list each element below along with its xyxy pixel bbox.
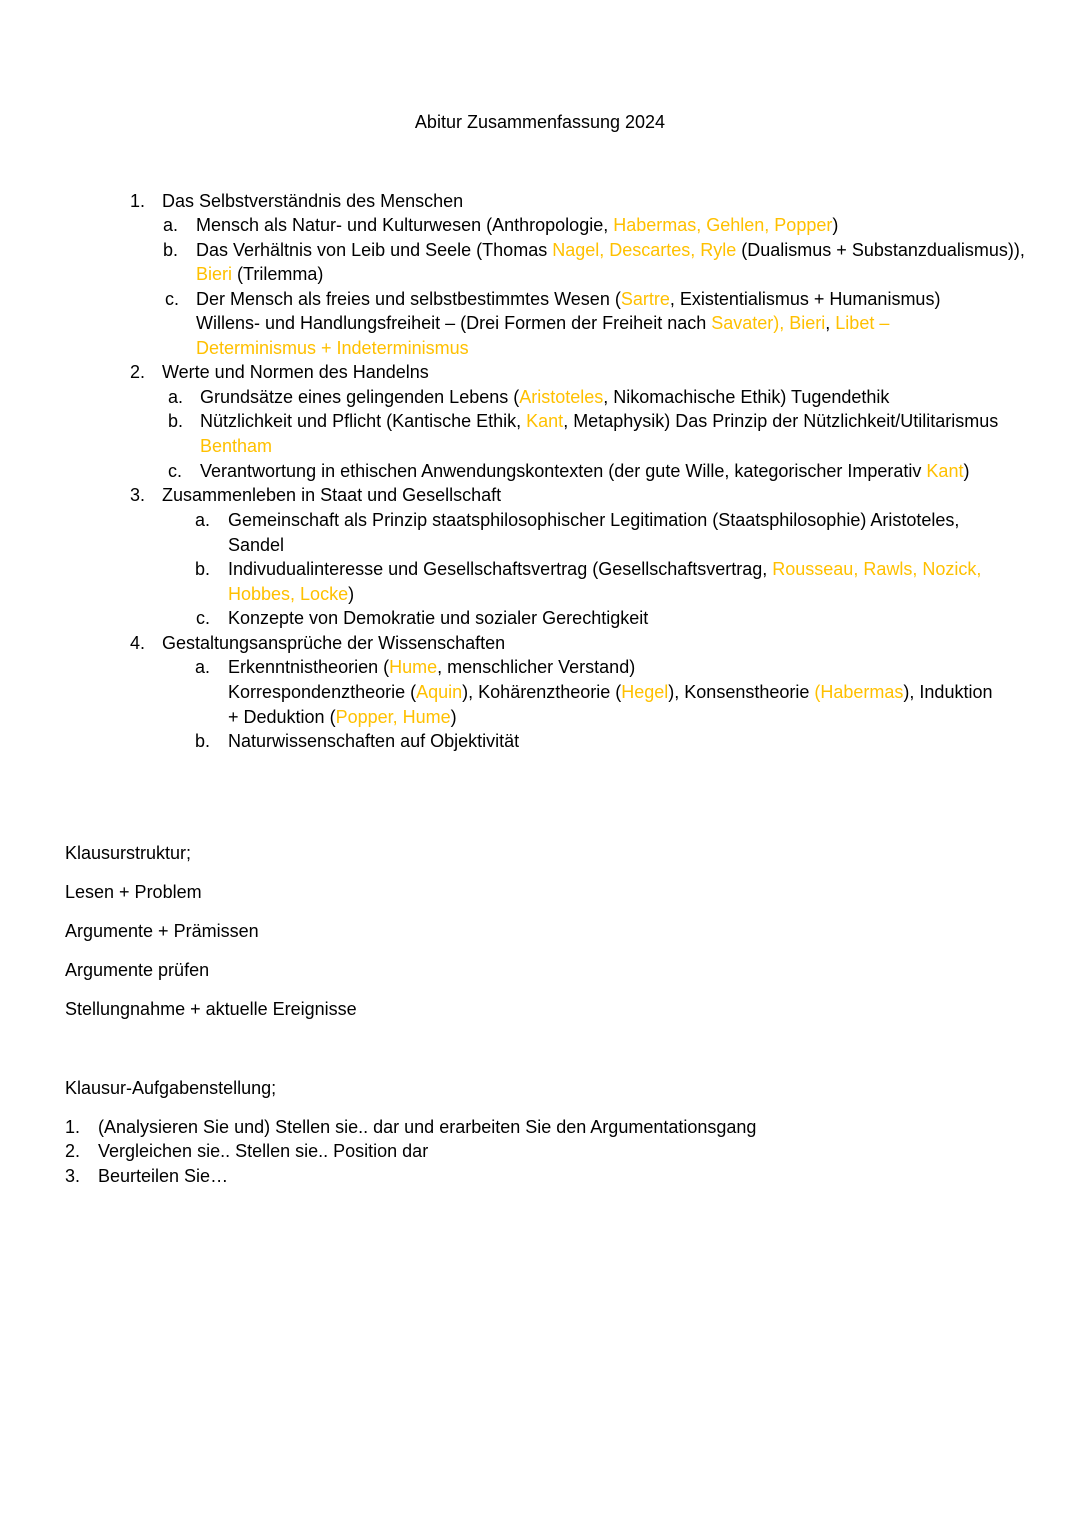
subitem-line — [196, 213, 838, 237]
subitem-letter: a. — [163, 215, 179, 235]
exam-task-text: Beurteilen Sie… — [98, 1166, 229, 1186]
subitem-line — [228, 606, 648, 630]
subitem-line — [200, 385, 889, 409]
text-segment: Korrespondenztheorie ( — [228, 682, 417, 702]
text-segment: Indivudualinteresse und Gesellschaftsvertrag (Gesellschaftsvertrag, — [228, 559, 773, 579]
text-segment: (Dualismus + Substanzdualismus)), — [736, 240, 1025, 260]
subitem-letter: c. — [196, 608, 211, 628]
topic-number: 1. — [130, 191, 146, 211]
highlighted-names: Savater), Bieri — [711, 313, 826, 333]
topic-heading: Werte und Normen des Handelns — [162, 362, 429, 382]
text-segment: + Deduktion ( — [228, 707, 336, 727]
exam-structure-heading: Klausurstruktur; — [65, 843, 192, 863]
highlighted-names: Popper, Hume — [335, 707, 451, 727]
highlighted-names: Hobbes, Locke — [228, 584, 349, 604]
topic-heading: Zusammenleben in Staat und Gesellschaft — [162, 485, 502, 505]
text-segment: Grundsätze eines gelingenden Lebens ( — [200, 387, 520, 407]
subitem-line — [228, 508, 959, 532]
exam-tasks-heading: Klausur-Aufgabenstellung; — [65, 1078, 277, 1098]
highlighted-names: Aristoteles — [519, 387, 604, 407]
subitem-line — [196, 336, 469, 360]
subitem-line — [196, 311, 889, 335]
text-segment: , Metaphysik) Das Prinzip der Nützlichkeit/Utilitarismus — [563, 411, 999, 431]
exam-task-number: 2. — [65, 1141, 81, 1161]
subitem-line — [196, 287, 940, 311]
text-segment: Konzepte von Demokratie und sozialer Gerechtigkeit — [228, 608, 649, 628]
text-segment: Der Mensch als freies und selbstbestimmtes Wesen ( — [196, 289, 621, 309]
document-title: Abitur Zusammenfassung 2024 — [414, 112, 666, 132]
text-segment: ), Konsenstheorie — [668, 682, 815, 702]
subitem-line — [200, 409, 998, 433]
exam-structure-item: Argumente prüfen — [65, 960, 210, 980]
exam-structure-item: Lesen + Problem — [65, 882, 202, 902]
text-segment: Mensch als Natur- und Kulturwesen (Anthropologie, — [196, 215, 614, 235]
text-segment: , menschlicher Verstand) — [437, 657, 636, 677]
subitem-line — [228, 680, 992, 704]
highlighted-names: Kant — [526, 411, 564, 431]
highlighted-names: Habermas, Gehlen, Popper — [613, 215, 833, 235]
highlighted-names: (Habermas — [814, 682, 904, 702]
text-segment: ) — [348, 584, 355, 604]
subitem-letter: b. — [195, 731, 211, 751]
highlighted-names: Libet – — [835, 313, 890, 333]
subitem-line — [228, 729, 519, 753]
highlighted-names: Aquin — [416, 682, 463, 702]
text-segment: ), Kohärenztheorie ( — [462, 682, 622, 702]
text-segment: Erkenntnistheorien ( — [228, 657, 390, 677]
subitem-letter: a. — [195, 657, 211, 677]
topic-number: 4. — [130, 633, 146, 653]
subitem-letter: b. — [168, 411, 184, 431]
subitem-line — [228, 533, 284, 557]
text-segment: ) — [963, 461, 970, 481]
subitem-letter: b. — [163, 240, 179, 260]
subitem-letter: a. — [168, 387, 184, 407]
text-segment: Das Verhältnis von Leib und Seele (Thomas — [196, 240, 553, 260]
subitem-letter: c. — [168, 461, 183, 481]
subitem-line — [228, 557, 981, 581]
exam-task-number: 3. — [65, 1166, 81, 1186]
text-segment: Sandel — [228, 535, 285, 555]
topic-number: 3. — [130, 485, 146, 505]
text-segment: ) — [832, 215, 839, 235]
subitem-line — [200, 434, 272, 458]
subitem-letter: b. — [195, 559, 211, 579]
subitem-line — [196, 238, 1025, 262]
text-segment: Naturwissenschaften auf Objektivität — [228, 731, 520, 751]
text-segment: , Nikomachische Ethik) Tugendethik — [603, 387, 890, 407]
highlighted-names: Rousseau, Rawls, Nozick, — [772, 559, 982, 579]
subitem-line — [228, 705, 457, 729]
subitem-line — [200, 459, 969, 483]
highlighted-names: Determinismus + Indeterminismus — [196, 338, 469, 358]
topic-heading: Das Selbstverständnis des Menschen — [162, 191, 464, 211]
highlighted-names: Bentham — [200, 436, 273, 456]
highlighted-names: Hume — [389, 657, 438, 677]
exam-structure-item: Stellungnahme + aktuelle Ereignisse — [65, 999, 357, 1019]
text-segment: , Existentialismus + Humanismus) — [669, 289, 941, 309]
text-segment: Willens- und Handlungsfreiheit – (Drei Formen der Freiheit nach — [196, 313, 712, 333]
exam-structure-item: Argumente + Prämissen — [65, 921, 259, 941]
highlighted-names: Kant — [926, 461, 964, 481]
highlighted-names: Nagel, Descartes, Ryle — [552, 240, 737, 260]
text-segment: Verantwortung in ethischen Anwendungskontexten (der gute Wille, kategorischer Imperativ — [200, 461, 927, 481]
text-segment: Nützlichkeit und Pflicht (Kantische Ethik, — [200, 411, 527, 431]
text-segment: ), Induktion — [903, 682, 993, 702]
topic-heading: Gestaltungsansprüche der Wissenschaften — [162, 633, 506, 653]
subitem-line — [196, 262, 323, 286]
highlighted-names: Hegel — [621, 682, 669, 702]
subitem-letter: a. — [195, 510, 211, 530]
subitem-line — [228, 655, 635, 679]
exam-task-text: Vergleichen sie.. Stellen sie.. Position dar — [98, 1141, 429, 1161]
text-segment: , — [825, 313, 836, 333]
subitem-letter: c. — [165, 289, 180, 309]
text-segment: Gemeinschaft als Prinzip staatsphilosophischer Legitimation (Staatsphilosophie) Aristoteles, — [228, 510, 960, 530]
topic-number: 2. — [130, 362, 146, 382]
text-segment: ) — [450, 707, 457, 727]
exam-task-text: (Analysieren Sie und) Stellen sie.. dar und erarbeiten Sie den Argumentationsgang — [98, 1117, 757, 1137]
highlighted-names: Bieri — [196, 264, 233, 284]
exam-task-number: 1. — [65, 1117, 81, 1137]
subitem-line — [228, 582, 354, 606]
text-segment: (Trilemma) — [232, 264, 324, 284]
highlighted-names: Sartre — [620, 289, 670, 309]
